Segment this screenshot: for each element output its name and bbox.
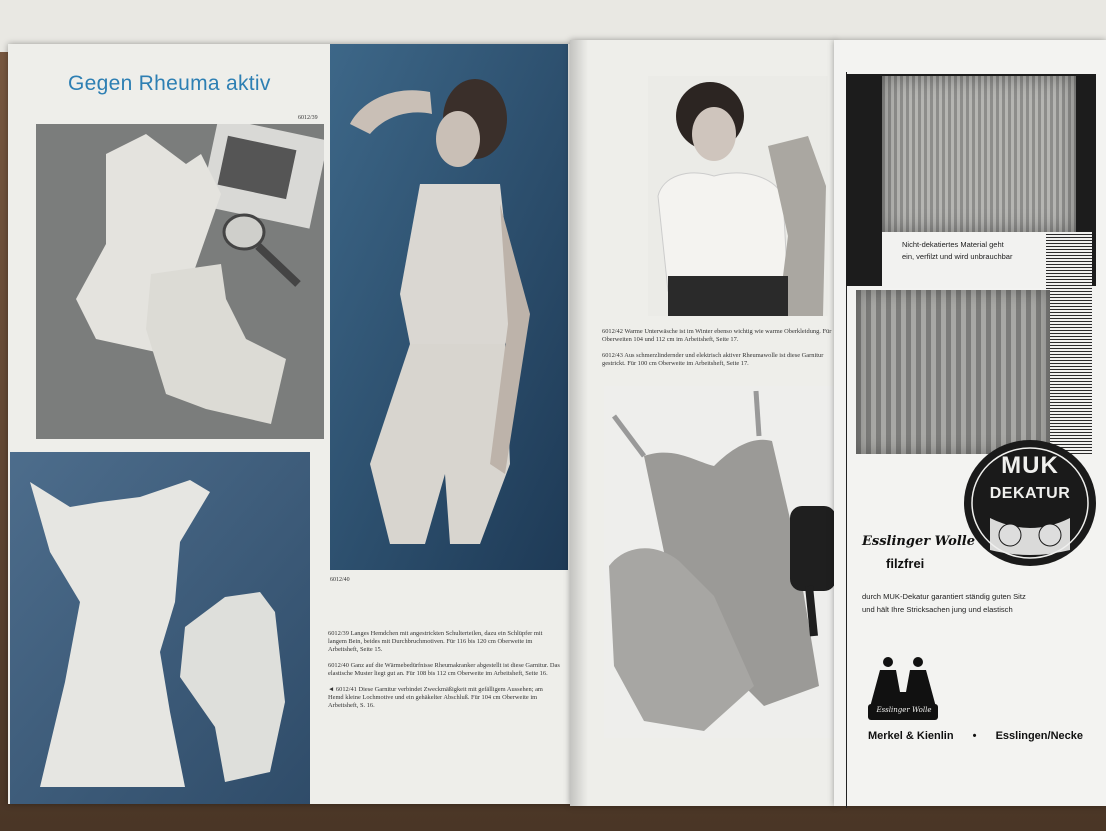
ad-footer [868,730,1083,742]
photo-lace-garnitur [10,452,310,804]
ad-brand: Esslinger Wolle [862,534,975,549]
ad-body-line1: durch MUK-Dekatur garantiert ständig guten Sitz [862,592,1026,601]
photo-label-6012-40: 6012/40 [330,577,350,583]
caption-6012-39 [328,630,560,654]
caption-6012-43 [602,352,834,368]
caption-text: Ganz auf die Wärmebedürfnisse Rheumakranker abgestellt ist diese Garnitur. Das elastische Muster liegt gut an. Für 108 bis 112 cm Oberweite im Arbeitsheft, Seite 16. [328,662,560,677]
caption-code: 6012/42 [602,328,623,335]
caption-6012-40 [328,662,560,678]
logo-label: Esslinger Wolle [876,706,932,714]
page-headline: Gegen Rheuma aktiv [68,72,271,95]
knit-swatch-bottom [856,290,1050,454]
left-captions [328,630,560,710]
ad-stripes [1046,232,1092,454]
footer-city: Esslingen/Necke [995,730,1083,742]
ad-note-line2: ein, verfilzt und wird unbrauchbar [902,252,1013,261]
caption-code: 6012/40 [328,662,349,669]
knit-swatch-top [882,76,1076,232]
caption-text: Langes Hemdchen mit angestrickten Schulterteilen, dazu ein Schlüpfer mit langem Bein, beides mit Durchbruchmotiven. Für 116 bis 120 cm Oberweite im Arbeitsheft, Seite 15. [328,630,543,653]
seal-text-muk: MUK [1001,452,1059,479]
photo-woman-undershirt [648,76,828,316]
caption-text: Aus schmerzlindernder und elektrisch aktiver Rheumawolle ist diese Garnitur gestrickt. Für 100 cm Oberweite im Arbeitsheft, Seite 17. [602,352,824,367]
ad-note-line1: Nicht-dekatiertes Material geht [902,240,1004,249]
caption-code: 6012/39 [328,630,349,637]
photo-label-6012-39: 6012/39 [298,115,318,121]
caption-text: Warme Unterwäsche ist im Winter ebenso wichtig wie warme Oberkleidung. Für Oberweiten 104 und 112 cm im Arbeitsheft, Seite 17. [602,328,832,343]
spine-shadow [570,40,588,806]
footer-company: Merkel & Kienlin [868,730,954,742]
photo-grey-garnitur [604,386,836,738]
photo-model-garnitur [330,44,568,570]
caption-code: ◄ 6012/41 [328,686,357,693]
caption-text: Diese Garnitur verbindet Zweckmäßigkeit mit gefälligem Aussehen; am Hemd kleine Lochmotive und ein gehäkelter Abschluß. Für 104 cm Oberweite im Arbeitsheft, S. 16. [328,686,543,709]
photo-undershirt-flatlay [36,124,324,439]
caption-6012-41 [328,686,560,710]
footer-bullet: • [972,730,977,742]
ad-body-line2: und hält Ihre Stricksachen jung und elastisch [862,605,1013,614]
caption-6012-42 [602,328,834,344]
right-captions [602,328,834,368]
seal-text-dekatur: DEKATUR [989,485,1071,502]
ad-tagline: filzfrei [886,556,925,571]
caption-code: 6012/43 [602,352,623,359]
